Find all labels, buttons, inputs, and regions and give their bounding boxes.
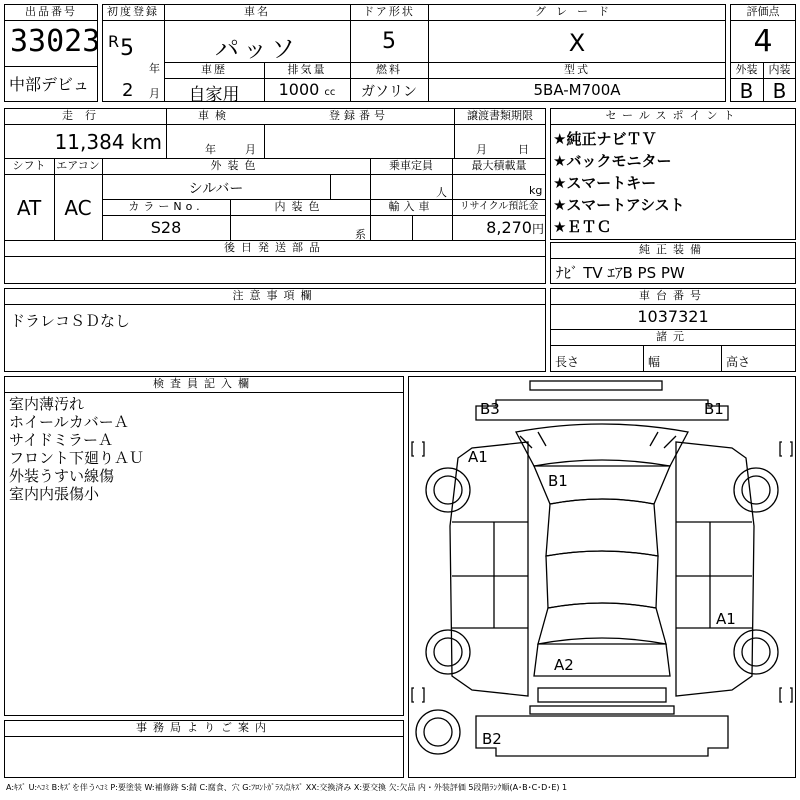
lot-number: 33023 xyxy=(10,24,101,59)
transfer-month-unit: 月 xyxy=(476,143,487,156)
exterior-color-label: 外装色 xyxy=(210,159,262,172)
displacement-label: 排気量 xyxy=(287,63,327,76)
score-label: 評価点 xyxy=(746,5,780,18)
inspector-line: 外装うすい線傷 xyxy=(9,467,115,485)
sales-point-item: ★ＥＴＣ xyxy=(553,218,612,236)
score-value: 4 xyxy=(753,24,773,59)
ac-label: エアコン xyxy=(56,159,100,172)
transfer-day-unit: 日 xyxy=(518,143,529,156)
genuine-equip-label: 純正装備 xyxy=(639,243,707,256)
ext-grade-label: 外装 xyxy=(735,63,758,76)
office-label: 事務局よりご案内 xyxy=(136,721,272,734)
exterior-color-value: シルバー xyxy=(188,181,244,197)
sales-point-item: ★スマートキー xyxy=(553,174,657,192)
interior-unit: 系 xyxy=(355,228,366,241)
model-label: 型式 xyxy=(564,63,590,76)
recycle-number: 8,270 xyxy=(486,218,532,237)
damage-mark: B2 xyxy=(482,730,502,748)
ext-grade-value: B xyxy=(739,79,754,103)
inspector-line: フロント下廻りＡＵ xyxy=(9,449,145,467)
damage-mark: A1 xyxy=(468,448,488,466)
ac-value: AC xyxy=(64,196,92,220)
year-unit: 年 xyxy=(149,62,160,75)
interior-color-label: 内装色 xyxy=(274,200,326,213)
reg-year: 5 xyxy=(120,36,134,61)
damage-mark: B1 xyxy=(704,400,724,418)
grade-value: X xyxy=(568,29,586,57)
inspector-line: 室内内張傷小 xyxy=(9,485,100,503)
history-value: 自家用 xyxy=(188,85,240,105)
door-label: ドア形状 xyxy=(363,5,415,18)
inspector-label: 検査員記入欄 xyxy=(153,377,255,390)
debut-label: 中部デビュ xyxy=(9,75,90,94)
inspector-line: 室内薄汚れ xyxy=(9,395,85,413)
insp-month-unit: 月 xyxy=(245,143,256,156)
first-reg-label: 初度登録 xyxy=(107,5,159,18)
genuine-equip-value: ﾅﾋﾞ TV ｴｱB PS PW xyxy=(556,264,685,282)
grade-label: グレード xyxy=(535,5,619,18)
notes-label: 注意事項欄 xyxy=(232,289,318,302)
delivery-parts-label: 後日発送部品 xyxy=(224,241,326,254)
insp-year-unit: 年 xyxy=(205,143,216,156)
reg-month: 2 xyxy=(122,80,134,101)
width-label: 幅 xyxy=(648,355,661,369)
capacity-unit: 人 xyxy=(436,186,447,199)
model-value: 5BA-M700A xyxy=(533,81,621,99)
inspector-notes xyxy=(9,395,144,503)
inspector-line: ホイールカバーＡ xyxy=(9,413,129,431)
notes-text: ドラレコＳＤなし xyxy=(10,312,131,330)
car-name: パッソ xyxy=(215,35,299,63)
color-no-value: S28 xyxy=(150,218,182,237)
sales-point-item: ★スマートアシスト xyxy=(553,196,685,214)
legend-text: A:ｷｽﾞ U:ﾍｺﾐ B:ｷｽﾞを伴うﾍｺﾐ P:要塗装 W:補修跡 S:錆 C:腐食、穴 G:ﾌﾛﾝﾄｶﾞﾗｽ点ｷｽﾞ XX:交換済み X:要交換 欠:欠品 内・外装評価 5段階ﾗﾝｸ順(A･B･C･D･E) 1 xyxy=(6,783,568,792)
load-label: 最大積載量 xyxy=(471,159,527,172)
recycle-label: リサイクル預託金 xyxy=(459,201,539,212)
capacity-label: 乗車定員 xyxy=(389,159,433,172)
era: R xyxy=(108,32,120,51)
recycle-value xyxy=(452,218,544,237)
damage-mark: A1 xyxy=(716,610,736,628)
color-no-label: カラーNo. xyxy=(128,200,204,213)
month-unit: 月 xyxy=(149,87,160,100)
recycle-unit: 円 xyxy=(531,222,544,236)
mileage-number: 11,384 xyxy=(54,130,125,154)
reg-number-label: 登録番号 xyxy=(329,109,389,122)
mileage-label: 走行 xyxy=(62,109,108,122)
mileage-value xyxy=(4,130,162,154)
history-label: 車歴 xyxy=(201,63,227,76)
load-unit: kg xyxy=(529,184,543,197)
int-grade-label: 内装 xyxy=(768,63,791,76)
inspector-line: サイドミラーＡ xyxy=(9,431,113,449)
car-diagram xyxy=(408,376,796,778)
damage-mark: B3 xyxy=(480,400,500,418)
fuel-value: ガソリン xyxy=(361,84,417,100)
transfer-label: 譲渡書類期限 xyxy=(467,109,533,122)
shift-value: AT xyxy=(16,196,42,220)
sales-point-item: ★純正ナビＴＶ xyxy=(553,130,657,148)
int-grade-value: B xyxy=(772,79,787,103)
chassis-label: 車台番号 xyxy=(639,289,707,302)
fuel-label: 燃料 xyxy=(376,63,402,76)
door-value: 5 xyxy=(382,29,396,54)
displacement-number: 1000 xyxy=(278,80,320,99)
mileage-unit: km xyxy=(130,130,162,154)
damage-mark: B1 xyxy=(548,472,568,490)
dims-label: 諸元 xyxy=(656,330,690,343)
inspection-label: 車検 xyxy=(198,109,232,122)
sales-points-label: セールスポイント xyxy=(605,109,741,122)
length-label: 長さ xyxy=(555,355,580,369)
damage-mark: A2 xyxy=(554,656,574,674)
car-name-label: 車名 xyxy=(244,5,270,18)
displacement-value xyxy=(264,80,350,99)
chassis-number: 1037321 xyxy=(637,307,709,326)
sales-point-item: ★バックモニター xyxy=(553,152,672,170)
shift-label: シフト xyxy=(12,159,46,172)
height-label: 高さ xyxy=(726,355,751,369)
displacement-unit: cc xyxy=(324,87,336,98)
lot-label: 出品番号 xyxy=(25,5,77,18)
import-label: 輸入車 xyxy=(388,200,434,213)
sales-points-list xyxy=(553,130,685,236)
